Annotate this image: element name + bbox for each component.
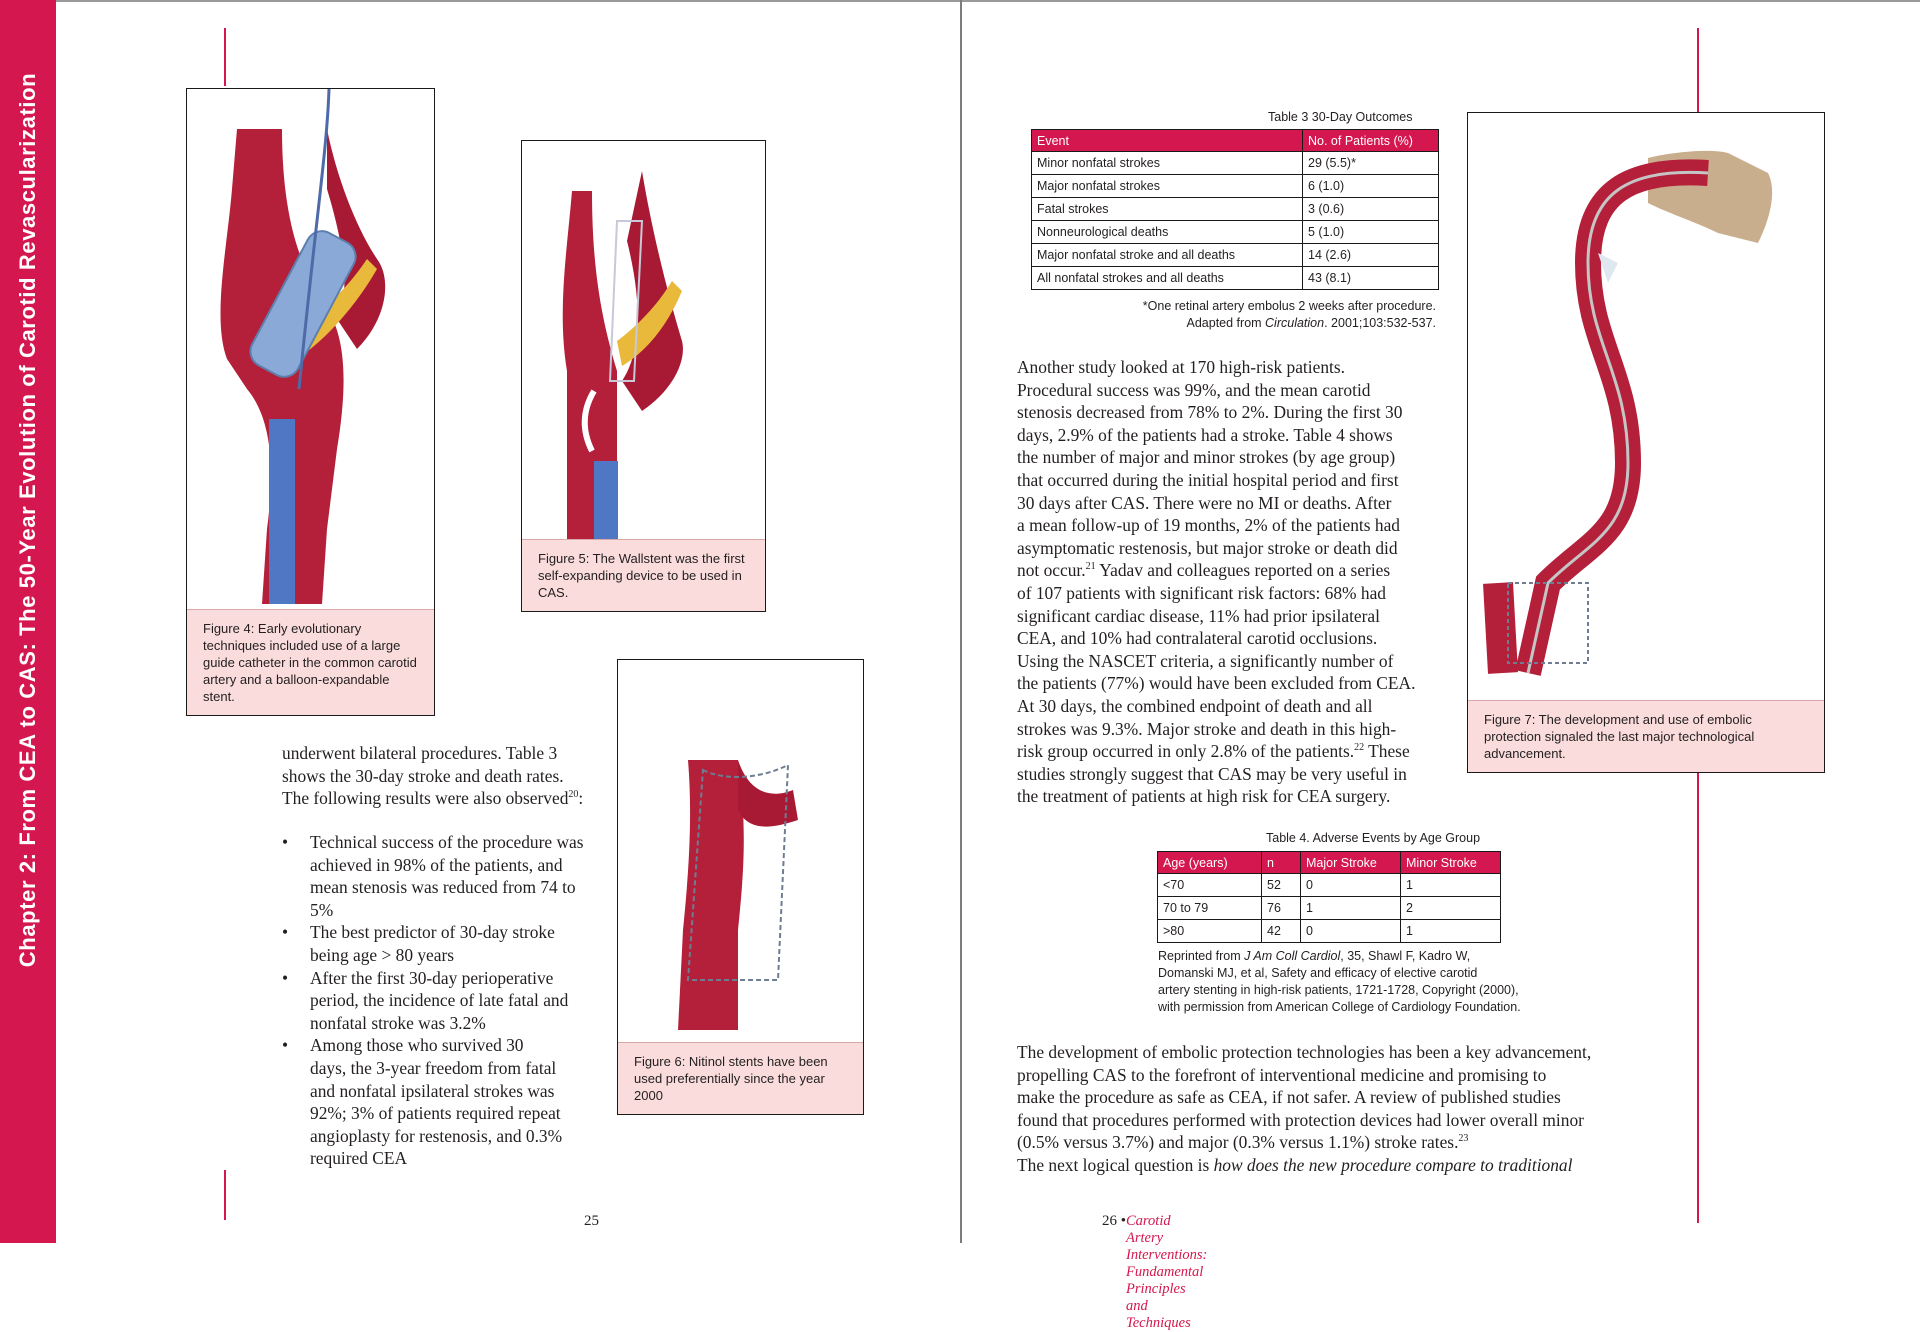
- table-row: [1032, 221, 1439, 244]
- intro-paragraph: [282, 742, 622, 810]
- figure-4-caption: Figure 4: Early evolutionary techniques included use of a large guide catheter in the common carotid artery and a balloon-expandable stent.: [187, 609, 434, 715]
- study-text: These: [1364, 741, 1410, 762]
- table-header-row: [1158, 852, 1501, 874]
- bullet-item: [282, 921, 612, 966]
- column-header: Major Stroke: [1301, 852, 1401, 874]
- study-line: of 107 patients with significant risk factors: 68% had: [1017, 582, 1386, 603]
- table-cell: 29 (5.5)*: [1303, 152, 1439, 175]
- artery-shape: [1528, 172, 1708, 673]
- figure-6-caption: Figure 6: Nitinol stents have been used preferentially since the year 2000: [618, 1042, 863, 1114]
- table-row: [1032, 198, 1439, 221]
- branch-artery: [738, 760, 798, 827]
- table-cell: 5 (1.0): [1303, 221, 1439, 244]
- table-cell: 43 (8.1): [1303, 267, 1439, 290]
- study-line: that occurred during the initial hospital period and first: [1017, 469, 1399, 490]
- table-row: [1032, 175, 1439, 198]
- running-title: Carotid Artery Interventions: Fundamental Principles and Techniques: [1126, 1213, 1208, 1331]
- table-3-title: Table 3 30-Day Outcomes: [1268, 110, 1413, 124]
- column-header: Event: [1032, 130, 1303, 152]
- bullet-line: mean stenosis was reduced from 74 to: [310, 877, 576, 898]
- table-row: [1158, 920, 1501, 943]
- study-line: 30 days after CAS. There were no MI or deaths. After: [1017, 492, 1392, 513]
- embolic-italic-text: how does the new procedure compare to traditional: [1213, 1154, 1573, 1175]
- figure-7: [1467, 112, 1825, 773]
- catheter-shape: [594, 461, 618, 541]
- left-margin-rule-top: [224, 28, 226, 86]
- table-3: [1031, 129, 1439, 290]
- intro-line-3-end: :: [578, 788, 584, 809]
- reference-21: 21: [1085, 561, 1096, 573]
- table-cell: >80: [1158, 920, 1262, 943]
- embolic-paragraph: [1017, 1041, 1637, 1177]
- results-bullet-list: [282, 831, 612, 1170]
- table-cell: All nonfatal strokes and all deaths: [1032, 267, 1303, 290]
- table-row: [1032, 152, 1439, 175]
- source-journal: Circulation: [1265, 316, 1325, 330]
- bullet-item: [282, 967, 612, 1035]
- reference-23: 23: [1458, 1133, 1469, 1145]
- table-cell: 1: [1301, 897, 1401, 920]
- table-cell: 1: [1401, 874, 1501, 897]
- figure-6-illustration: [618, 660, 863, 1030]
- study-line: studies strongly suggest that CAS may be very useful in: [1017, 763, 1407, 784]
- column-header: n: [1262, 852, 1301, 874]
- reference-22: 22: [1354, 742, 1365, 754]
- figure-7-caption: Figure 7: The development and use of embolic protection signaled the last major technological advancement.: [1468, 700, 1824, 772]
- embolic-text: The next logical question is: [1017, 1154, 1214, 1175]
- table-row: [1032, 267, 1439, 290]
- bullet-line: being age > 80 years: [310, 944, 455, 965]
- page-footer-right: [1102, 1213, 1208, 1331]
- table-cell: 0: [1301, 874, 1401, 897]
- chapter-side-bar: [0, 0, 56, 1243]
- embolic-line: The development of embolic protection technologies has been a key advancement,: [1017, 1042, 1592, 1062]
- bullet-line: required CEA: [310, 1148, 408, 1169]
- footer-bullet: •: [1120, 1213, 1127, 1229]
- table-4-note-line: with permission from American College of Cardiology Foundation.: [1158, 1000, 1521, 1014]
- table-4: [1157, 851, 1501, 943]
- chapter-title: Chapter 2: From CEA to CAS: The 50-Year Evolution of Carotid Revascularization: [15, 72, 40, 968]
- intro-line-3-text: The following results were also observed: [282, 788, 569, 809]
- embolic-line: make the procedure as safe as CEA, if not safer. A review of published studies: [1017, 1087, 1561, 1108]
- bullet-line: • Among those who survived 30: [310, 1035, 524, 1056]
- intro-line-3: [282, 787, 622, 810]
- catheter-shape: [269, 419, 295, 604]
- study-line: [1017, 559, 1457, 582]
- study-line: asymptomatic restenosis, but major stroke or death did: [1017, 537, 1398, 558]
- reference-20: 20: [568, 789, 579, 801]
- study-line: the patients (77%) would have been excluded from CEA.: [1017, 673, 1416, 694]
- intro-line-1: underwent bilateral procedures. Table 3: [282, 743, 558, 763]
- bullet-line: • After the first 30-day perioperative: [310, 967, 554, 988]
- table-3-footnote: *One retinal artery embolus 2 weeks after procedure.: [1142, 299, 1436, 313]
- study-text: Yadav and colleagues reported on a series: [1095, 560, 1391, 581]
- study-line: strokes was 9.3%. Major stroke and death in this high-: [1017, 718, 1397, 739]
- figure-6: [617, 659, 864, 1115]
- study-text: risk group occurred in only 2.8% of the patients.: [1017, 741, 1355, 762]
- table-cell: 76: [1262, 897, 1301, 920]
- table-3-note: [1031, 298, 1436, 332]
- page-spine: [960, 0, 962, 1243]
- bullet-line: angioplasty for restenosis, and 0.3%: [310, 1125, 563, 1146]
- bullet-line: • The best predictor of 30-day stroke: [310, 922, 555, 943]
- table-cell: 52: [1262, 874, 1301, 897]
- table-cell: 42: [1262, 920, 1301, 943]
- table-row: [1158, 874, 1501, 897]
- figure-5-illustration: [522, 141, 765, 541]
- column-header: No. of Patients (%): [1303, 130, 1439, 152]
- study-line: At 30 days, the combined endpoint of death and all: [1017, 695, 1373, 716]
- bullet-line: and nonfatal ipsilateral strokes was: [310, 1080, 555, 1101]
- study-line: a mean follow-up of 19 months, 2% of the patients had: [1017, 515, 1400, 536]
- note-text: Reprinted from: [1158, 949, 1245, 963]
- column-header: Age (years): [1158, 852, 1262, 874]
- embolic-line: propelling CAS to the forefront of interventional medicine and promising to: [1017, 1064, 1547, 1085]
- bullet-item: [282, 1034, 612, 1170]
- table-cell: Major nonfatal strokes: [1032, 175, 1303, 198]
- table-cell: 3 (0.6): [1303, 198, 1439, 221]
- branch-artery: [1498, 583, 1503, 673]
- bullet-line: • Technical success of the procedure was: [310, 832, 584, 852]
- table-cell: 6 (1.0): [1303, 175, 1439, 198]
- study-line: the treatment of patients at high risk for CEA surgery.: [1017, 786, 1391, 807]
- left-margin-rule-bottom: [224, 1170, 226, 1220]
- study-line: CEA, and 10% had contralateral carotid occlusions.: [1017, 628, 1378, 649]
- table-4-note-line: artery stenting in high-risk patients, 1721-1728, Copyright (2000),: [1158, 983, 1519, 997]
- study-line: Using the NASCET criteria, a significantly number of: [1017, 650, 1394, 671]
- figure-4: [186, 88, 435, 716]
- table-cell: 0: [1301, 920, 1401, 943]
- table-3-source: [1031, 315, 1436, 332]
- intro-line-2: shows the 30-day stroke and death rates.: [282, 765, 564, 786]
- note-journal: J Am Coll Cardiol: [1244, 949, 1341, 963]
- study-line: Procedural success was 99%, and the mean carotid: [1017, 379, 1371, 400]
- table-header-row: [1032, 130, 1439, 152]
- embolic-line: found that procedures performed with protection devices had lower overall minor: [1017, 1109, 1584, 1130]
- table-cell: Nonneurological deaths: [1032, 221, 1303, 244]
- table-cell: 2: [1401, 897, 1501, 920]
- study-line: significant cardiac disease, 11% had prior ipsilateral: [1017, 605, 1380, 626]
- bullet-line: 5%: [310, 899, 334, 920]
- source-citation: . 2001;103:532-537.: [1324, 316, 1436, 330]
- study-line: stenosis decreased from 78% to 2%. During the first 30: [1017, 402, 1403, 423]
- table-row: [1032, 244, 1439, 267]
- page-number-right: 26: [1102, 1213, 1117, 1229]
- table-4-note: [1158, 948, 1598, 1016]
- bullet-line: 92%; 3% of patients required repeat: [310, 1103, 561, 1124]
- figure-7-illustration: [1468, 113, 1824, 688]
- table-row: [1158, 897, 1501, 920]
- study-line: days, 2.9% of the patients had a stroke. Table 4 shows: [1017, 424, 1393, 445]
- page-number-left: 25: [584, 1213, 599, 1229]
- note-text: , 35, Shawl F, Kadro W,: [1340, 949, 1471, 963]
- embolic-line: [1017, 1131, 1637, 1154]
- study-line: [1017, 740, 1457, 763]
- figure-5-caption: Figure 5: The Wallstent was the first self-expanding device to be used in CAS.: [522, 539, 765, 611]
- table-cell: Fatal strokes: [1032, 198, 1303, 221]
- study-line: the number of major and minor strokes (by age group): [1017, 447, 1396, 468]
- table-cell: Major nonfatal stroke and all deaths: [1032, 244, 1303, 267]
- figure-4-illustration: [187, 89, 434, 604]
- bullet-line: achieved in 98% of the patients, and: [310, 854, 563, 875]
- bullet-line: period, the incidence of late fatal and: [310, 990, 569, 1011]
- source-prefix: Adapted from: [1186, 316, 1266, 330]
- table-cell: Minor nonfatal strokes: [1032, 152, 1303, 175]
- table-cell: 1: [1401, 920, 1501, 943]
- table-cell: 70 to 79: [1158, 897, 1262, 920]
- table-4-title: Table 4. Adverse Events by Age Group: [1266, 831, 1481, 845]
- table-4-note-line: Domanski MJ, et al, Safety and efficacy of elective carotid: [1158, 966, 1478, 980]
- study-line: Another study looked at 170 high-risk patients.: [1017, 357, 1345, 377]
- embolic-line: [1017, 1154, 1637, 1177]
- bullet-line: nonfatal stroke was 3.2%: [310, 1012, 486, 1033]
- study-text: not occur.: [1017, 560, 1086, 581]
- table-cell: 14 (2.6): [1303, 244, 1439, 267]
- figure-5: [521, 140, 766, 612]
- bullet-line: days, the 3-year freedom from fatal: [310, 1057, 557, 1078]
- column-header: Minor Stroke: [1401, 852, 1501, 874]
- table-cell: <70: [1158, 874, 1262, 897]
- bullet-item: [282, 831, 612, 921]
- embolic-text: (0.5% versus 3.7%) and major (0.3% versus 1.1%) stroke rates.: [1017, 1132, 1459, 1153]
- table-4-note-line: [1158, 948, 1598, 965]
- artery-shape: [678, 760, 744, 1030]
- study-paragraph: [1017, 356, 1457, 808]
